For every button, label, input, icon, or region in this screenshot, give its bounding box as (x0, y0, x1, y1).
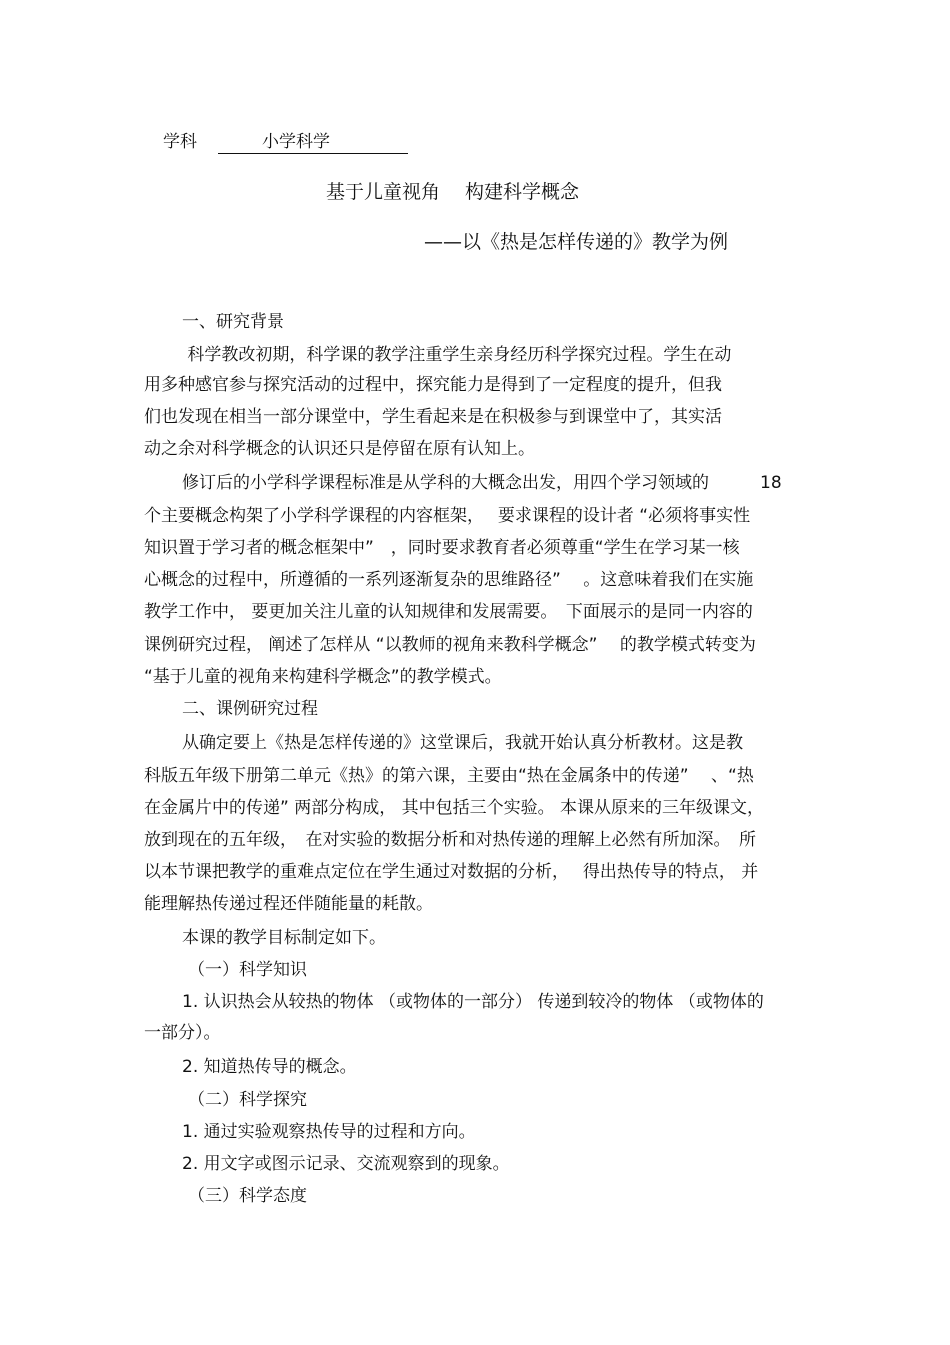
subject-label: 学科 (163, 132, 197, 152)
paragraph-line: 修订后的小学科学课程标准是从学科的大概念出发，用四个学习领域的 18 (182, 473, 782, 493)
document-title: 基于儿童视角 构建科学概念 (326, 181, 580, 203)
goal-item: 2. 用文字或图示记录、交流观察到的现象。 (182, 1154, 510, 1174)
document-subtitle: ——以《热是怎样传递的》教学为例 (424, 231, 729, 253)
subject-underline (218, 153, 408, 154)
goal-item: 2. 知道热传导的概念。 (182, 1057, 357, 1077)
goal-item: 1. 认识热会从较热的物体 （或物体的一部分） 传递到较冷的物体 （或物体的 (182, 992, 764, 1012)
paragraph-line: 们也发现在相当一部分课堂中，学生看起来是在积极参与到课堂中了，其实活 (144, 407, 722, 427)
goal-item: 1. 通过实验观察热传导的过程和方向。 (182, 1122, 476, 1142)
paragraph-line: 科版五年级下册第二单元《热》的第六课，主要由“热在金属条中的传递” 、“热 (144, 766, 754, 786)
paragraph-line: 本课的教学目标制定如下。 (182, 928, 386, 948)
paragraph-line: 在金属片中的传递” 两部分构成， 其中包括三个实验。 本课从原来的三年级课文， (144, 798, 765, 818)
goal-heading-inquiry: （二）科学探究 (188, 1090, 307, 1110)
paragraph-line: 放到现在的五年级， 在对实验的数据分析和对热传递的理解上必然有所加深。 所 (144, 830, 756, 850)
goal-heading-knowledge: （一）科学知识 (188, 960, 307, 980)
paragraph-line: 用多种感官参与探究活动的过程中，探究能力是得到了一定程度的提升，但我 (144, 375, 722, 395)
paragraph-line: 知识置于学习者的概念框架中” ，同时要求教育者必须尊重“学生在学习某一核 (144, 538, 740, 558)
paragraph-line: 从确定要上《热是怎样传递的》这堂课后，我就开始认真分析教材。这是教 (182, 733, 743, 753)
goal-heading-attitude: （三）科学态度 (188, 1186, 307, 1206)
paragraph-line: 课例研究过程， 阐述了怎样从 “以教师的视角来教科学概念” 的教学模式转变为 (144, 635, 756, 655)
goal-item: 一部分）。 (144, 1023, 221, 1043)
paragraph-line: 动之余对科学概念的认识还只是停留在原有认知上。 (144, 439, 535, 459)
paragraph-line: 科学教改初期，科学课的教学注重学生亲身经历科学探究过程。学生在动 (182, 345, 732, 365)
paragraph-line: 教学工作中， 要更加关注儿童的认知规律和发展需要。 下面展示的是同一内容的 (144, 602, 753, 622)
section-heading-case-study: 二、课例研究过程 (182, 699, 318, 719)
subject-value: 小学科学 (262, 132, 330, 152)
paragraph-line: 个主要概念构架了小学科学课程的内容框架， 要求课程的设计者 “必须将事实性 (144, 506, 751, 526)
paragraph-line: “基于儿童的视角来构建科学概念”的教学模式。 (144, 667, 502, 687)
section-heading-background: 一、研究背景 (182, 312, 284, 332)
paragraph-line: 心概念的过程中，所遵循的一系列逐渐复杂的思维路径” 。这意味着我们在实施 (144, 570, 754, 590)
paragraph-line: 以本节课把教学的重难点定位在学生通过对数据的分析， 得出热传导的特点， 并 (144, 862, 759, 882)
paragraph-line: 能理解热传递过程还伴随能量的耗散。 (144, 894, 433, 914)
